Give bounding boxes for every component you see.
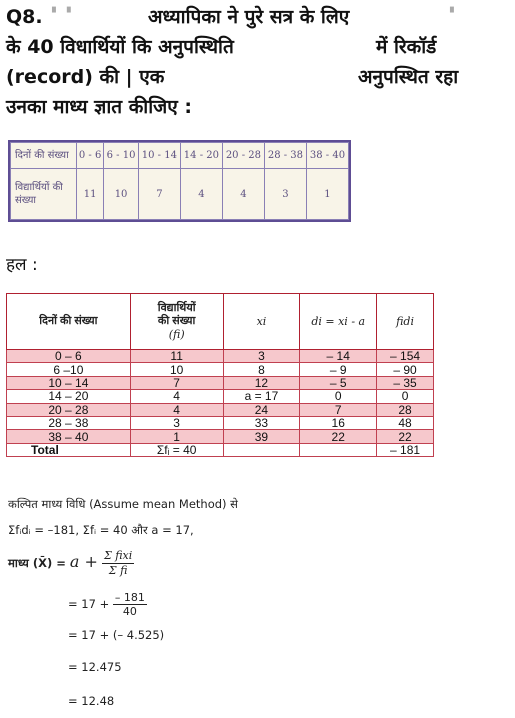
cell-days: 38 – 40 [7, 430, 131, 443]
cell-days: 20 – 28 [7, 403, 131, 416]
header-students [130, 294, 223, 350]
faded-text-mark: ▝ [446, 8, 454, 19]
step-1-prefix: = 17 + [68, 597, 110, 611]
total-fd: – 181 [377, 443, 434, 456]
total-label: Total [7, 443, 131, 456]
given-table-cell: 14 - 20 [180, 143, 222, 169]
cell-f: 7 [130, 376, 223, 389]
mean-formula-denominator: Σ fi [108, 564, 128, 577]
cell-fd: – 154 [377, 350, 434, 363]
step-1-denominator: 40 [122, 605, 137, 618]
question-line-3-b: अनुपस्थित रहा [358, 66, 459, 88]
mean-formula-a: a + [69, 552, 98, 571]
table-row [7, 390, 434, 403]
header-di: di = xi - a [300, 294, 377, 350]
given-table-cell: 7 [138, 169, 180, 220]
cell-fd: 48 [377, 416, 434, 429]
given-values-line: Σfᵢdᵢ = –181, Σfᵢ = 40 और a = 17, [8, 523, 194, 537]
cell-d: – 5 [300, 376, 377, 389]
total-row [7, 443, 434, 456]
mean-formula-numerator: Σ fixi [103, 549, 133, 562]
question-line-2 [6, 34, 511, 61]
question-line-2-b: में रिकॉर्ड [376, 36, 437, 58]
method-line: कल्पित माध्य विधि (Assume mean Method) से [8, 497, 238, 511]
cell-fd: – 35 [377, 376, 434, 389]
cell-f: 4 [130, 403, 223, 416]
step-1-fraction [113, 591, 147, 618]
cell-f: 3 [130, 416, 223, 429]
cell-d: – 9 [300, 363, 377, 376]
given-table-cell: 11 [77, 169, 104, 220]
header-students-line-1: विद्यार्थियों [157, 301, 196, 314]
question-line-1 [6, 4, 511, 31]
solution-table-header-row [7, 294, 434, 350]
header-students-line-3: (fi) [168, 327, 185, 341]
question-line-3 [6, 64, 511, 91]
cell-days: 28 – 38 [7, 416, 131, 429]
given-table-days-header: दिनों की संख्या [11, 143, 77, 169]
step-2: = 17 + (– 4.525) [68, 628, 165, 642]
cell-x: 8 [223, 363, 300, 376]
mean-formula-fraction [102, 549, 134, 578]
mean-label: माध्य (X̄) = [8, 556, 66, 570]
given-table-cell: 6 - 10 [104, 143, 139, 169]
question-line-3-a: (record) की | एक [6, 66, 165, 88]
cell-d: 0 [300, 390, 377, 403]
header-days: दिनों की संख्या [7, 294, 131, 350]
cell-x: 39 [223, 430, 300, 443]
cell-fd: – 90 [377, 363, 434, 376]
cell-d: 22 [300, 430, 377, 443]
cell-days: 6 –10 [7, 363, 131, 376]
given-table-cell: 4 [180, 169, 222, 220]
given-table-students-row [11, 169, 349, 220]
cell-x: 24 [223, 403, 300, 416]
question-line-2-a: के 40 विधार्थियों कि अनुपस्थिति [6, 36, 234, 58]
given-table-cell: 28 - 38 [264, 143, 306, 169]
given-table-students-header: विद्यार्थियों की संख्या [11, 169, 77, 220]
faded-text-mark: ▘ ▝ [52, 8, 71, 19]
question-line-1-text: अध्यापिका ने पुरे सत्र के लिए [148, 6, 350, 28]
question-number: Q8. [6, 6, 43, 28]
given-table-cell: 10 [104, 169, 139, 220]
total-f: Σfᵢ = 40 [130, 443, 223, 456]
table-row [7, 416, 434, 429]
given-table-cell: 1 [306, 169, 348, 220]
header-xi: xi [223, 294, 300, 350]
header-fidi: fidi [377, 294, 434, 350]
step-1 [68, 588, 147, 620]
cell-fd: 22 [377, 430, 434, 443]
cell-days: 0 – 6 [7, 350, 131, 363]
solution-table [6, 293, 434, 457]
cell-f: 10 [130, 363, 223, 376]
given-table-days-row [11, 143, 349, 169]
cell-fd: 28 [377, 403, 434, 416]
step-3: = 12.475 [68, 660, 122, 674]
cell-f: 1 [130, 430, 223, 443]
table-row [7, 363, 434, 376]
given-table-cell: 38 - 40 [306, 143, 348, 169]
question-line-4-text: उनका माध्य ज्ञात कीजिए : [6, 96, 192, 118]
given-table-cell: 4 [222, 169, 264, 220]
cell-days: 14 – 20 [7, 390, 131, 403]
given-data-table [8, 140, 351, 222]
cell-f: 11 [130, 350, 223, 363]
question-line-4 [6, 94, 511, 121]
table-row [7, 376, 434, 389]
header-students-line-2: की संख्या [157, 314, 196, 327]
step-4: = 12.48 [68, 694, 115, 708]
table-row [7, 403, 434, 416]
cell-fd: 0 [377, 390, 434, 403]
given-table-cell: 3 [264, 169, 306, 220]
cell-d: 16 [300, 416, 377, 429]
cell-d: 7 [300, 403, 377, 416]
solution-label: हल : [6, 255, 38, 275]
cell-x: 3 [223, 350, 300, 363]
step-1-numerator: – 181 [114, 591, 145, 604]
cell-x: 33 [223, 416, 300, 429]
cell-f: 4 [130, 390, 223, 403]
mean-formula-line [8, 545, 134, 579]
given-table-cell: 20 - 28 [222, 143, 264, 169]
total-d [300, 443, 377, 456]
table-row [7, 430, 434, 443]
cell-x: a = 17 [223, 390, 300, 403]
cell-days: 10 – 14 [7, 376, 131, 389]
cell-x: 12 [223, 376, 300, 389]
cell-d: – 14 [300, 350, 377, 363]
given-table-cell: 10 - 14 [138, 143, 180, 169]
table-row [7, 350, 434, 363]
given-table-cell: 0 - 6 [77, 143, 104, 169]
total-x [223, 443, 300, 456]
